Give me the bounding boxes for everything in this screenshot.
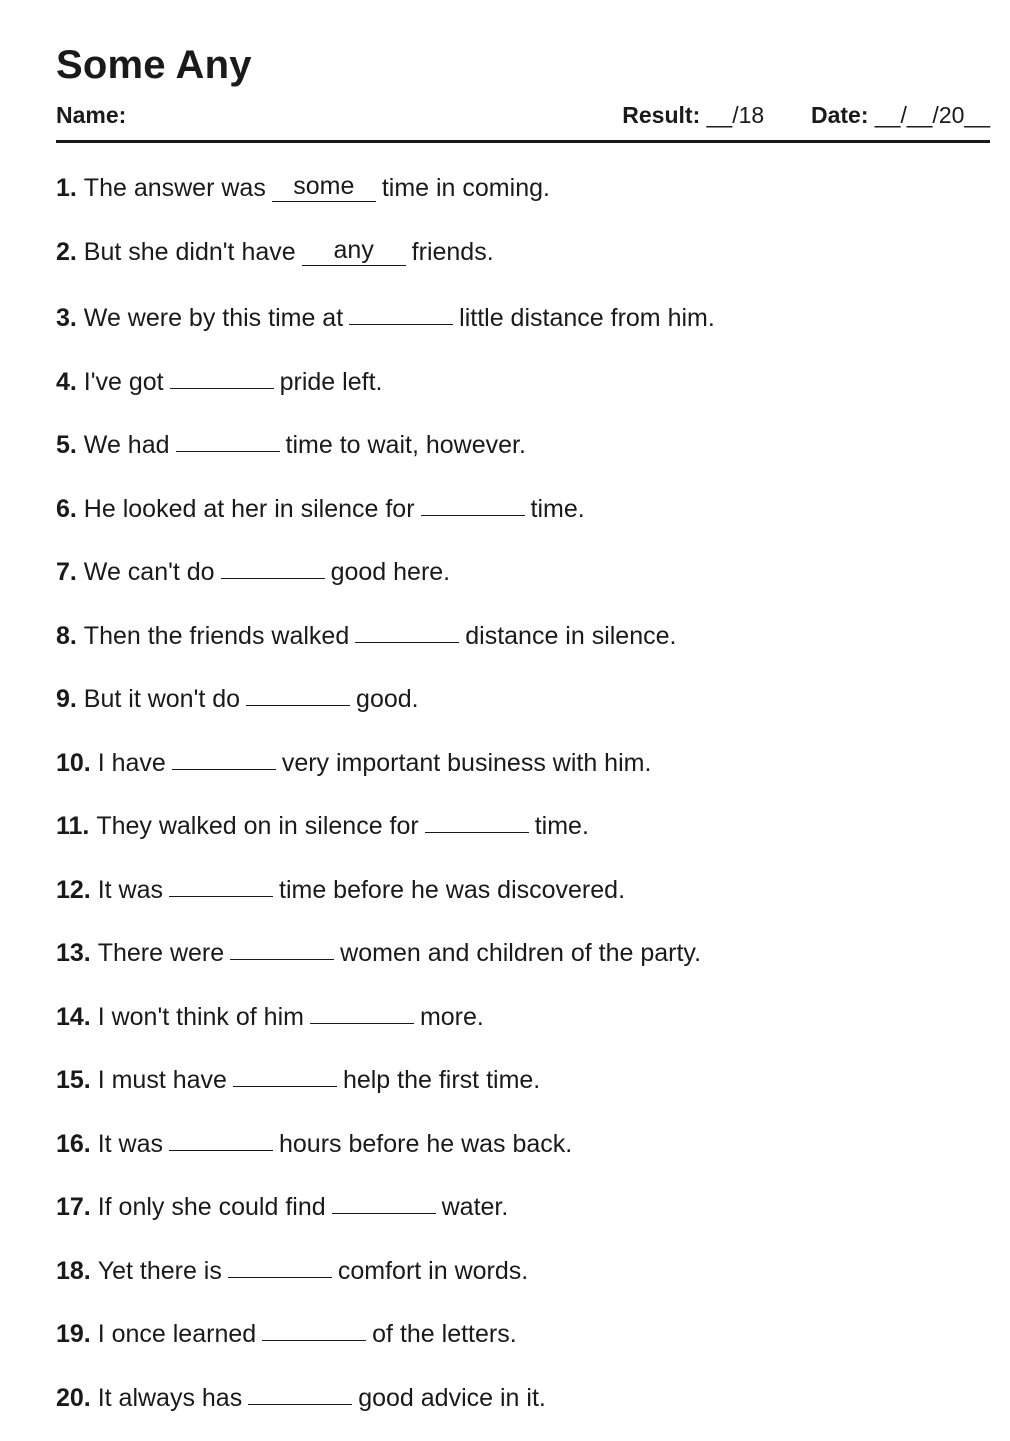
answer-blank[interactable] xyxy=(272,174,376,202)
answer-text: any xyxy=(334,236,374,264)
question-text-after: good here. xyxy=(331,558,451,586)
question-text-before: There were xyxy=(98,939,224,967)
answer-blank[interactable] xyxy=(230,932,334,960)
question-item xyxy=(56,425,990,489)
question-number: 20. xyxy=(56,1384,98,1412)
question-text-before: They walked on in silence for xyxy=(96,812,418,840)
question-item xyxy=(56,679,990,743)
question-text-after: time. xyxy=(535,812,589,840)
question-item xyxy=(56,743,990,807)
answer-blank[interactable] xyxy=(233,1059,337,1087)
question-text-after: help the first time. xyxy=(343,1066,540,1094)
question-text-after: distance in silence. xyxy=(465,622,676,650)
question-item xyxy=(56,933,990,997)
answer-blank[interactable] xyxy=(310,996,414,1024)
question-number: 8. xyxy=(56,622,84,650)
question-text-before: I must have xyxy=(98,1066,227,1094)
question-number: 10. xyxy=(56,749,98,777)
question-number: 13. xyxy=(56,939,98,967)
question-item xyxy=(56,1124,990,1188)
result-value: __/18 xyxy=(707,102,765,128)
result-label: Result: xyxy=(622,102,700,128)
question-text-before: It was xyxy=(98,876,163,904)
question-text-before: We were by this time at xyxy=(84,304,343,332)
answer-blank[interactable] xyxy=(332,1186,436,1214)
question-item xyxy=(56,298,990,362)
question-text-after: more. xyxy=(420,1003,484,1031)
question-text-before: We had xyxy=(84,431,170,459)
question-text-before: Yet there is xyxy=(98,1257,222,1285)
answer-blank[interactable] xyxy=(221,551,325,579)
question-number: 1. xyxy=(56,174,84,202)
question-number: 15. xyxy=(56,1066,98,1094)
question-item xyxy=(56,552,990,616)
question-text-before: If only she could find xyxy=(98,1193,326,1221)
question-text-before: But it won't do xyxy=(84,685,240,713)
question-item xyxy=(56,235,990,299)
question-item xyxy=(56,1187,990,1251)
question-item xyxy=(56,1314,990,1378)
question-number: 4. xyxy=(56,368,84,396)
question-item xyxy=(56,1378,990,1441)
answer-blank[interactable] xyxy=(170,361,274,389)
question-text-after: time. xyxy=(531,495,585,523)
question-text-before: I won't think of him xyxy=(98,1003,304,1031)
name-label: Name: xyxy=(56,102,126,129)
question-number: 11. xyxy=(56,812,96,840)
answer-blank[interactable] xyxy=(355,615,459,643)
question-text-before: I've got xyxy=(84,368,164,396)
header-divider xyxy=(56,140,990,143)
question-text-before: It always has xyxy=(98,1384,243,1412)
question-list xyxy=(56,171,990,1441)
worksheet xyxy=(56,38,990,1441)
answer-blank[interactable] xyxy=(246,678,350,706)
question-text-before: It was xyxy=(98,1130,163,1158)
answer-blank[interactable] xyxy=(302,238,406,266)
question-text-after: time in coming. xyxy=(382,174,550,202)
question-text-before: But she didn't have xyxy=(84,238,296,266)
question-text-after: water. xyxy=(442,1193,509,1221)
worksheet-title: Some Any xyxy=(56,38,990,92)
worksheet-header xyxy=(56,98,990,138)
question-item xyxy=(56,1060,990,1124)
question-text-after: women and children of the party. xyxy=(340,939,701,967)
answer-blank[interactable] xyxy=(262,1313,366,1341)
answer-blank[interactable] xyxy=(421,488,525,516)
answer-blank[interactable] xyxy=(248,1377,352,1405)
question-text-after: of the letters. xyxy=(372,1320,517,1348)
question-number: 6. xyxy=(56,495,84,523)
question-text-before: He looked at her in silence for xyxy=(84,495,415,523)
answer-blank[interactable] xyxy=(172,742,276,770)
question-number: 18. xyxy=(56,1257,98,1285)
question-text-before: I have xyxy=(98,749,166,777)
question-text-after: time to wait, however. xyxy=(286,431,526,459)
question-text-after: pride left. xyxy=(280,368,383,396)
question-number: 19. xyxy=(56,1320,98,1348)
question-item xyxy=(56,616,990,680)
question-number: 7. xyxy=(56,558,84,586)
question-text-after: little distance from him. xyxy=(459,304,715,332)
question-item xyxy=(56,870,990,934)
question-number: 3. xyxy=(56,304,84,332)
date-label: Date: xyxy=(811,102,869,128)
question-text-before: I once learned xyxy=(98,1320,256,1348)
question-item xyxy=(56,489,990,553)
question-number: 14. xyxy=(56,1003,98,1031)
question-number: 9. xyxy=(56,685,84,713)
question-text-after: comfort in words. xyxy=(338,1257,528,1285)
answer-blank[interactable] xyxy=(176,424,280,452)
question-number: 5. xyxy=(56,431,84,459)
date-value: __/__/20__ xyxy=(875,102,990,128)
question-text-before: Then the friends walked xyxy=(84,622,349,650)
question-text-after: hours before he was back. xyxy=(279,1130,572,1158)
answer-blank[interactable] xyxy=(228,1250,332,1278)
question-number: 17. xyxy=(56,1193,98,1221)
answer-blank[interactable] xyxy=(349,297,453,325)
question-item xyxy=(56,362,990,426)
question-text-before: We can't do xyxy=(84,558,215,586)
answer-blank[interactable] xyxy=(425,805,529,833)
question-text-after: good advice in it. xyxy=(358,1384,546,1412)
question-text-after: good. xyxy=(356,685,419,713)
question-text-after: friends. xyxy=(412,238,494,266)
question-number: 2. xyxy=(56,238,84,266)
question-number: 12. xyxy=(56,876,98,904)
question-item xyxy=(56,171,990,235)
answer-blank[interactable] xyxy=(169,869,273,897)
answer-text: some xyxy=(293,172,354,200)
question-item xyxy=(56,806,990,870)
question-item xyxy=(56,1251,990,1315)
question-text-before: The answer was xyxy=(84,174,266,202)
question-text-after: time before he was discovered. xyxy=(279,876,625,904)
question-text-after: very important business with him. xyxy=(282,749,652,777)
question-item xyxy=(56,997,990,1061)
result-date-group xyxy=(622,102,990,129)
question-number: 16. xyxy=(56,1130,98,1158)
answer-blank[interactable] xyxy=(169,1123,273,1151)
